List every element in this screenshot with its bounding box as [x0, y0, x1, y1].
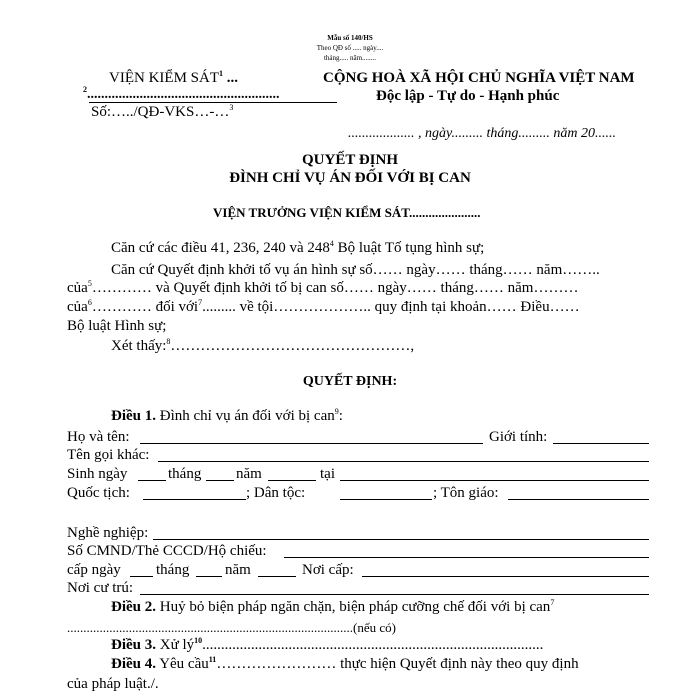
form-note-line1: Mẫu số 140/HS: [327, 34, 373, 42]
doc-title: QUYẾT ĐỊNH: [302, 152, 398, 168]
doc-subtitle: ĐÌNH CHỈ VỤ ÁN ĐỐI VỚI BỊ CAN: [229, 170, 471, 186]
agency-underline: [89, 102, 337, 103]
field-nationality-label: Quốc tịch:: [67, 485, 130, 501]
basis-p2c: của$^6$………… đối với$^7$......... về tội……………….. quy định tại khoản…… Điều……: [67, 298, 580, 315]
agency-sub-line: $^2$.......................................................: [83, 85, 280, 102]
field-other-name-line[interactable]: [158, 461, 649, 462]
basis-p2b: của$^5$………… và Quyết định khởi tố bị can số…… ngày…… tháng…… năm………: [67, 279, 579, 296]
field-issue-place-label: Nơi cấp:: [302, 562, 354, 578]
article4-line2: của pháp luật./.: [67, 676, 159, 692]
field-gender-line[interactable]: [553, 443, 649, 444]
field-gender-label: Giới tính:: [489, 429, 548, 445]
field-dob-day-line[interactable]: [138, 480, 166, 481]
field-dob-month-line[interactable]: [206, 480, 234, 481]
article1-intro: Điều 1. Đình chỉ vụ án đối với bị can$^9$:: [111, 407, 343, 424]
field-residence-label: Nơi cư trú:: [67, 580, 134, 596]
basis-p2d: Bộ luật Hình sự;: [67, 318, 167, 334]
field-name-line[interactable]: [140, 443, 483, 444]
field-issue-day-line[interactable]: [130, 576, 153, 577]
form-note-line2: Theo QĐ số ..... ngày....: [316, 44, 384, 52]
basis-p3: Xét thấy:$^8$…………………………………………,: [111, 337, 415, 354]
basis-p1: Căn cứ các điều 41, 236, 240 và $248^4$ Bộ luật Tố tụng hình sự;: [111, 239, 485, 256]
field-issue-date-label: cấp ngày: [67, 562, 121, 578]
decision-number: Số:…../QĐ-VKS…-…$^3$: [91, 103, 234, 120]
field-issue-year-line[interactable]: [258, 576, 296, 577]
form-note: [290, 33, 410, 63]
article4-text: Điều 4. Yêu cầu$^{11}$…………………… thực hiện Quyết định này theo quy định: [111, 655, 579, 672]
field-ethnicity-line[interactable]: [340, 499, 432, 500]
basis-p2a: Căn cứ Quyết định khởi tố vụ án hình sự số…… ngày…… tháng…… năm……..: [111, 262, 600, 278]
field-religion-label: ; Tôn giáo:: [433, 485, 499, 501]
field-nationality-line[interactable]: [143, 499, 246, 500]
field-issue-month-label: tháng: [156, 562, 190, 578]
field-issue-year-label: năm: [225, 562, 251, 578]
motto: Độc lập - Tự do - Hạnh phúc: [376, 88, 560, 104]
field-other-name-label: Tên gọi khác:: [67, 447, 150, 463]
form-note-line3: tháng..... năm........: [323, 54, 377, 62]
date-line: ................... , ngày......... tháng......... năm 20......: [348, 126, 616, 141]
field-ethnicity-label: ; Dân tộc:: [246, 485, 306, 501]
field-occupation-line[interactable]: [153, 539, 649, 540]
article2-text: Điều 2. Huỷ bỏ biện pháp ngăn chặn, biện pháp cưỡng chế đối với bị can$^7$: [111, 598, 555, 615]
agency-name: VIỆN KIỂM SÁT$^1$ ...: [109, 69, 238, 86]
field-dob-year-line[interactable]: [268, 480, 316, 481]
nation-title: CỘNG HOÀ XÃ HỘI CHỦ NGHĨA VIỆT NAM: [323, 70, 635, 86]
field-issue-place-line[interactable]: [362, 576, 649, 577]
field-occupation-label: Nghề nghiệp:: [67, 525, 149, 541]
decision-heading: QUYẾT ĐỊNH:: [302, 374, 398, 389]
field-birthplace-line[interactable]: [340, 480, 649, 481]
field-religion-line[interactable]: [508, 499, 649, 500]
field-id-line[interactable]: [284, 557, 649, 558]
field-residence-line[interactable]: [140, 594, 649, 595]
field-id-label: Số CMND/Thẻ CCCD/Hộ chiếu:: [67, 543, 267, 559]
article2-line2: ........................................................................................(nếu có): [67, 620, 396, 635]
authority-line: VIỆN TRƯỞNG VIỆN KIỂM SÁT......................: [213, 205, 481, 220]
field-birthplace-label: tại: [320, 466, 335, 482]
field-issue-month-line[interactable]: [196, 576, 222, 577]
field-dob-month-label: tháng: [168, 466, 202, 482]
field-dob-year-label: năm: [236, 466, 262, 482]
field-name-label: Họ và tên:: [67, 429, 130, 445]
field-dob-label: Sinh ngày: [67, 466, 128, 482]
article3-text: Điều 3. Xử $lý^{10}$...........................................................................................: [111, 636, 544, 653]
